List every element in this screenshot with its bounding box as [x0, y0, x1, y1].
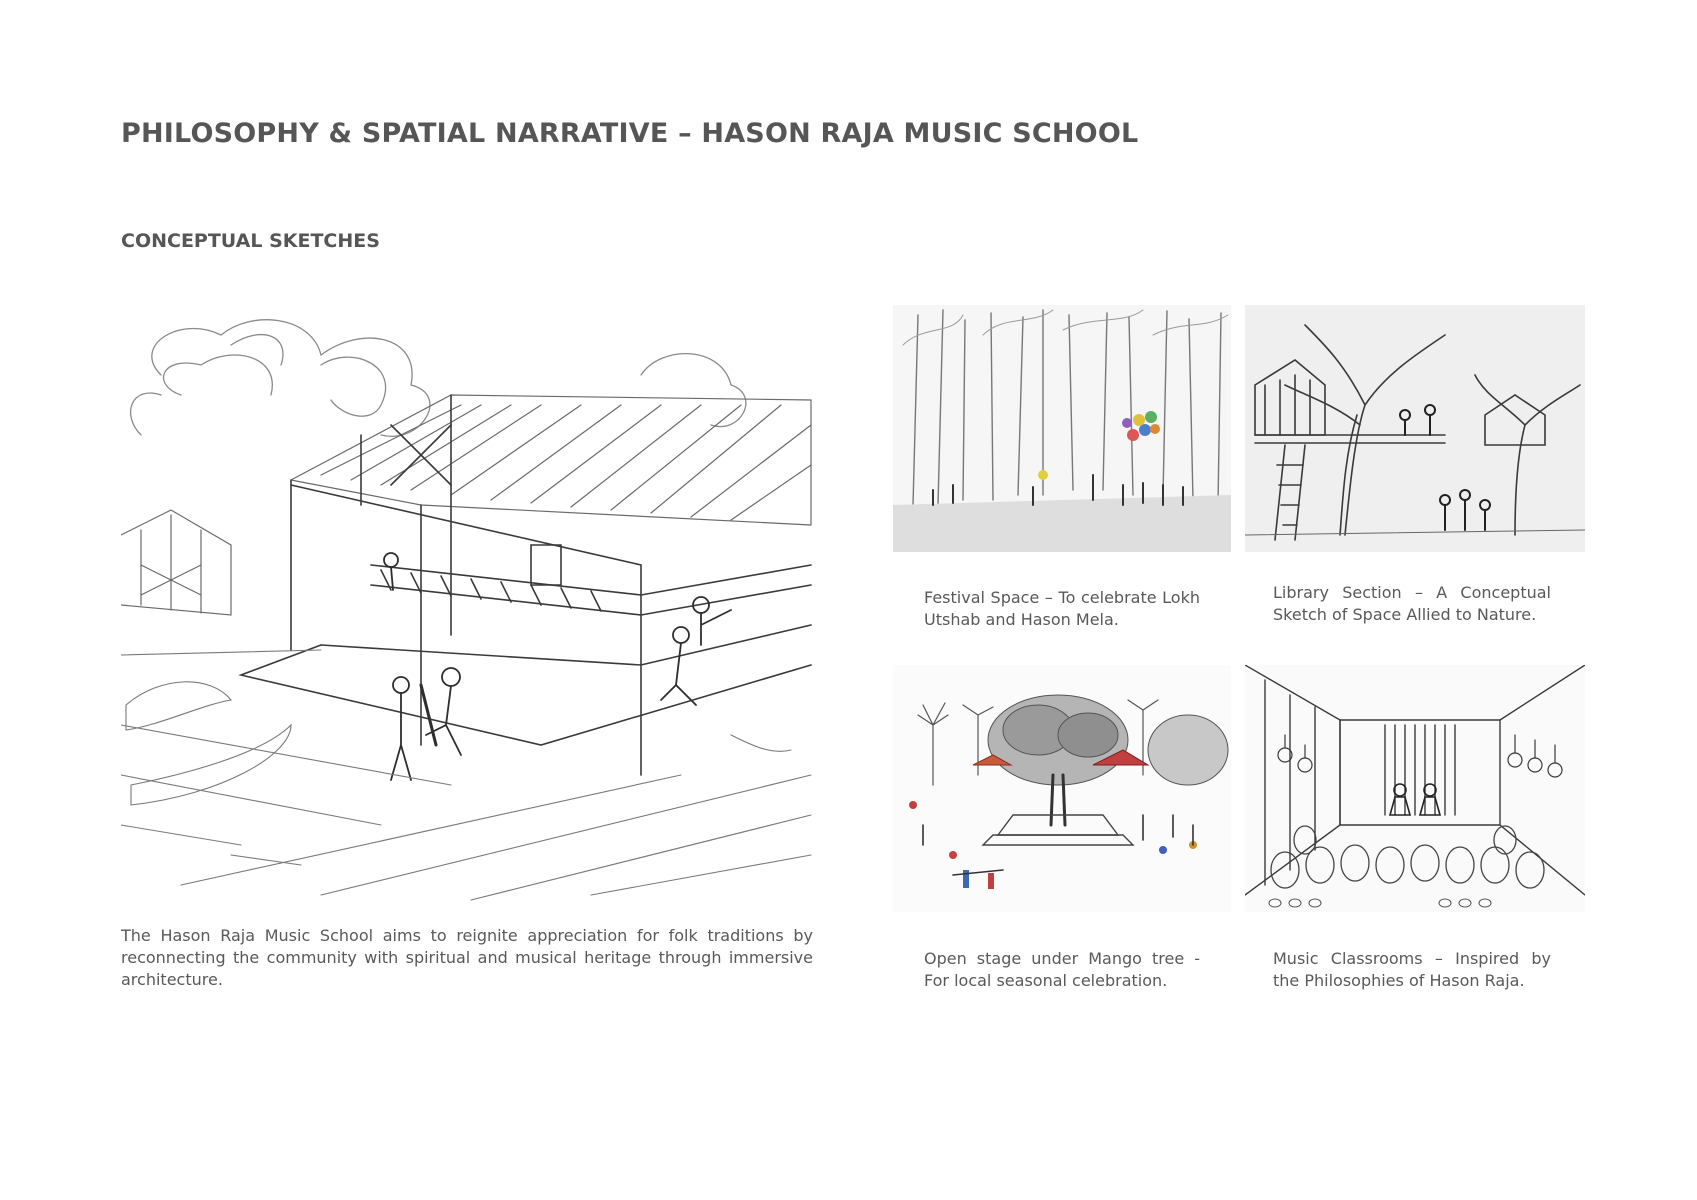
festival-space-caption: Festival Space – To celebrate Lokh Utshab and Hason Mela. — [924, 588, 1200, 629]
main-perspective-sketch — [121, 305, 813, 905]
music-classrooms-sketch — [1245, 665, 1585, 912]
open-stage-sketch — [893, 665, 1231, 912]
page-title: PHILOSOPHY & SPATIAL NARRATIVE – HASON RAJA MUSIC SCHOOL — [121, 118, 1139, 149]
library-section-caption: Library Section – A Conceptual Sketch of Space Allied to Nature. — [1273, 583, 1551, 624]
music-classrooms-caption: Music Classrooms – Inspired by the Philosophies of Hason Raja. — [1273, 949, 1551, 990]
main-sketch-caption: The Hason Raja Music School aims to reignite appreciation for folk traditions by reconnecting the community with spiritual and musical heritage through immersive architecture. — [121, 926, 813, 989]
open-stage-caption: Open stage under Mango tree - For local seasonal celebration. — [924, 949, 1200, 990]
festival-space-sketch — [893, 305, 1231, 552]
library-section-sketch — [1245, 305, 1585, 552]
section-title: CONCEPTUAL SKETCHES — [121, 230, 380, 252]
